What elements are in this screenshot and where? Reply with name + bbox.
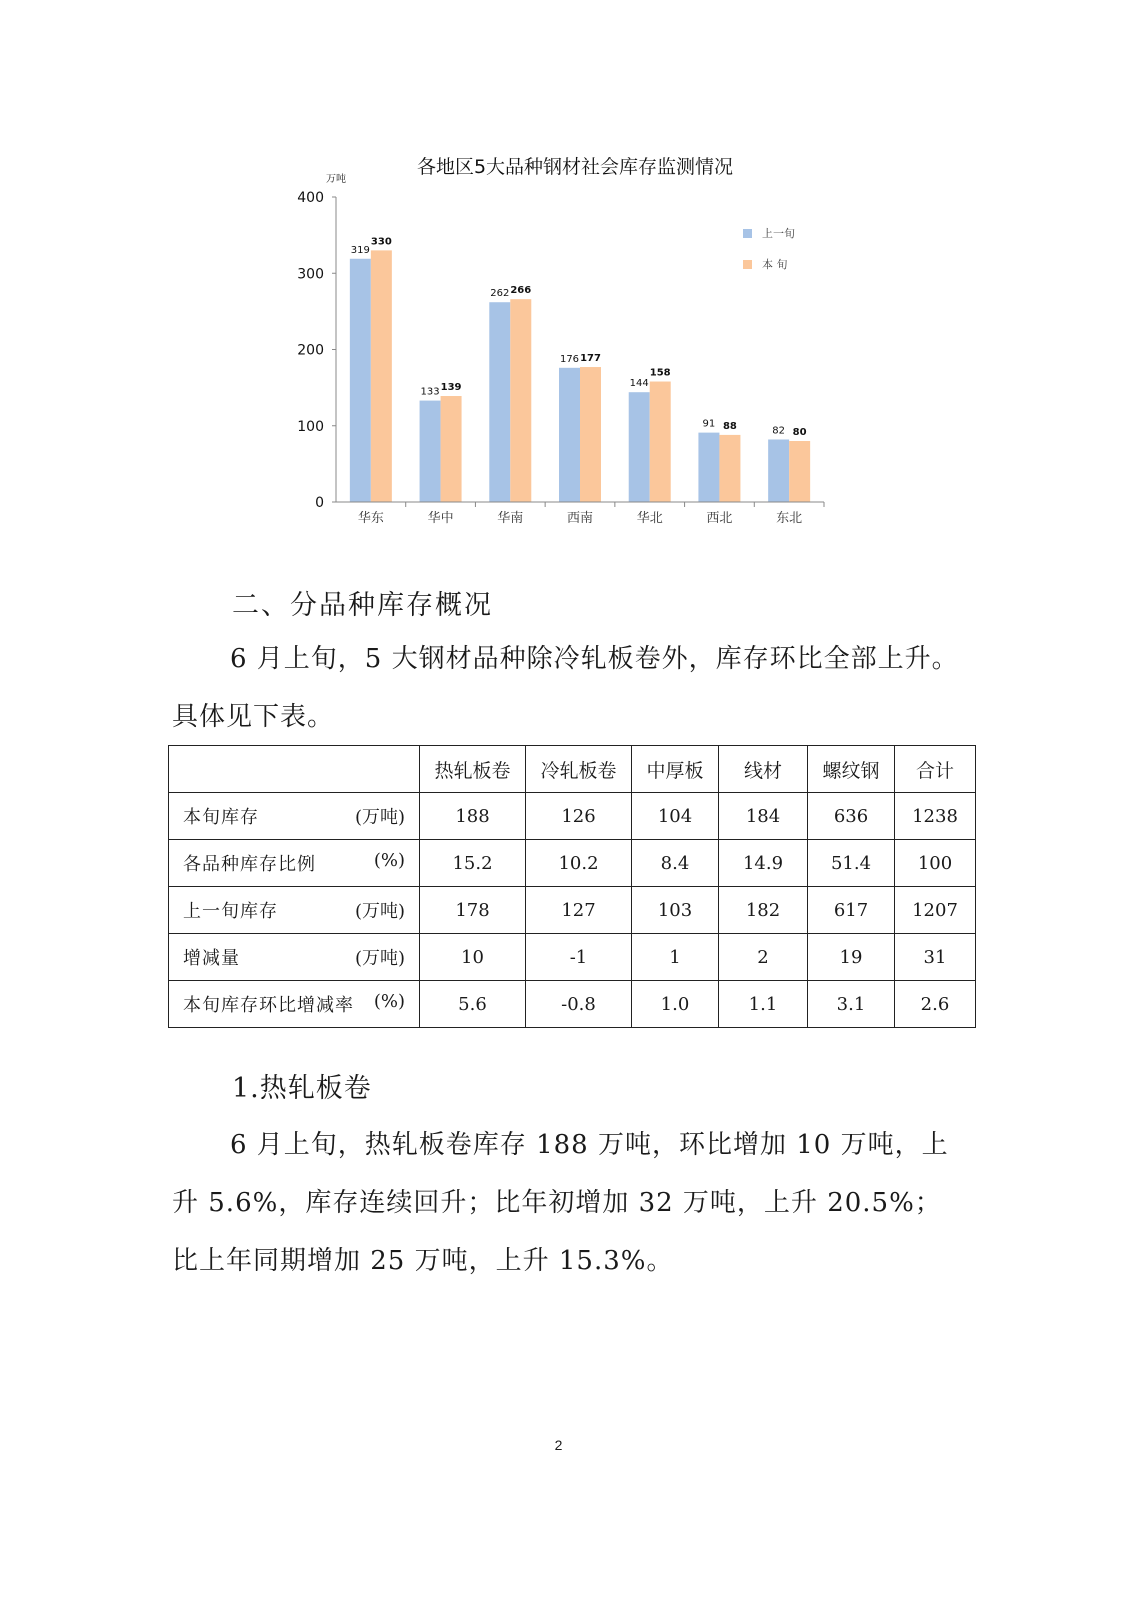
y-axis-unit: 万吨 [326, 174, 346, 185]
table-cell: 1 [632, 934, 719, 981]
x-tick-label: 华东 [357, 511, 384, 526]
table-cell: 100 [895, 840, 976, 887]
bar-current [510, 299, 531, 502]
table-cell: 188 [420, 793, 526, 840]
variety-inventory-table [168, 745, 976, 1028]
regional-inventory-chart [297, 140, 840, 540]
column-header: 热轧板卷 [420, 746, 526, 793]
x-tick-label: 华中 [427, 511, 454, 526]
legend-label: 上一旬 [762, 227, 795, 240]
y-tick-label: 400 [297, 190, 324, 206]
row-label-name: 上一旬库存 [183, 901, 278, 922]
legend-label: 本 旬 [762, 258, 788, 271]
section-title: 二、分品种库存概况 [232, 590, 493, 621]
table-cell: 636 [808, 793, 895, 840]
data-label: 158 [649, 367, 671, 379]
bar-previous [629, 392, 650, 502]
bar-previous [489, 302, 510, 502]
data-label: 319 [350, 244, 370, 256]
subsection-text: 6 月上旬，热轧板卷库存 188 万吨，环比增加 10 万吨，上升 5.6%，库存连续回升；比年初增加 32 万吨，上升 20.5%；比上年同期增加 25 万吨，上升 15.3%。 [172, 1130, 949, 1276]
table-row [169, 840, 976, 887]
data-label: 144 [629, 378, 649, 390]
table-cell: 1.1 [719, 981, 808, 1028]
page-number: 2 [554, 1437, 563, 1453]
table-cell: 1238 [895, 793, 976, 840]
table-cell: 1.0 [632, 981, 719, 1028]
table-cell: 104 [632, 793, 719, 840]
data-label: 88 [722, 420, 737, 432]
bar-current [719, 435, 740, 502]
table-cell: 184 [719, 793, 808, 840]
y-tick-label: 100 [297, 418, 324, 435]
data-label: 177 [580, 353, 601, 365]
subsection-title: 1.热轧板卷 [232, 1073, 372, 1104]
data-label: 80 [792, 427, 807, 438]
column-header: 合计 [895, 746, 976, 793]
section-intro-text: 6 月上旬，5 大钢材品种除冷轧板卷外，库存环比全部上升。具体见下表。 [172, 644, 959, 732]
chart-title: 各地区5大品种钢材社会库存监测情况 [416, 156, 734, 178]
table-cell: 2 [719, 934, 808, 981]
table-cell: 8.4 [632, 840, 719, 887]
bar-previous [698, 433, 719, 502]
table-cell: -0.8 [526, 981, 632, 1028]
data-label: 176 [559, 353, 580, 365]
y-tick-label: 300 [297, 266, 324, 283]
table-cell: 14.9 [719, 840, 808, 887]
legend-swatch [743, 260, 752, 269]
table-header-row [169, 746, 976, 793]
x-tick-label: 西南 [566, 511, 594, 526]
x-tick-label: 东北 [776, 511, 803, 526]
bar-current [441, 396, 462, 502]
row-label [169, 981, 420, 1028]
table-corner-cell [169, 746, 420, 793]
bar-previous [768, 439, 789, 502]
row-label-unit: (%) [373, 850, 405, 871]
data-label: 330 [370, 236, 392, 248]
row-label-unit: (万吨) [354, 901, 405, 922]
column-header: 线材 [719, 746, 808, 793]
table-row [169, 887, 976, 934]
bar-previous [559, 368, 580, 502]
data-label: 91 [702, 418, 716, 430]
table-cell: 617 [808, 887, 895, 934]
table-cell: 5.6 [420, 981, 526, 1028]
table-cell: 10.2 [526, 840, 632, 887]
data-label: 82 [772, 425, 786, 437]
x-tick-label: 华北 [636, 511, 663, 526]
bar-previous [420, 401, 441, 502]
row-label [169, 887, 420, 934]
row-label [169, 840, 420, 887]
table-cell: 10 [420, 934, 526, 981]
row-label-unit: (万吨) [354, 948, 405, 969]
table-row [169, 981, 976, 1028]
table-cell: 182 [719, 887, 808, 934]
table-row [169, 793, 976, 840]
bar-current [650, 382, 671, 502]
row-label-name: 本旬库存环比增减率 [183, 995, 354, 1016]
table-row [169, 934, 976, 981]
x-tick-label: 华南 [497, 511, 524, 526]
table-cell: 3.1 [808, 981, 895, 1028]
table-cell: 31 [895, 934, 976, 981]
section-intro-paragraph [172, 630, 962, 746]
row-label [169, 934, 420, 981]
table-cell: 103 [632, 887, 719, 934]
data-label: 133 [420, 386, 440, 398]
bar-current [580, 367, 601, 502]
legend-swatch [743, 229, 752, 238]
y-tick-label: 200 [297, 342, 324, 359]
table-cell: 15.2 [420, 840, 526, 887]
row-label [169, 793, 420, 840]
data-label: 266 [510, 285, 532, 297]
table-cell: 126 [526, 793, 632, 840]
bar-current [371, 250, 392, 502]
table-cell: 51.4 [808, 840, 895, 887]
row-label-name: 各品种库存比例 [183, 854, 316, 875]
y-tick-label: 0 [315, 495, 324, 511]
data-label: 139 [440, 382, 462, 394]
column-header: 冷轧板卷 [526, 746, 632, 793]
table-cell: 2.6 [895, 981, 976, 1028]
bar-current [789, 441, 810, 502]
row-label-unit: (%) [373, 991, 405, 1012]
row-label-name: 本旬库存 [183, 807, 259, 828]
table-cell: -1 [526, 934, 632, 981]
subsection-paragraph [172, 1116, 962, 1290]
table-cell: 1207 [895, 887, 976, 934]
column-header: 螺纹钢 [808, 746, 895, 793]
table-cell: 19 [808, 934, 895, 981]
row-label-name: 增减量 [183, 948, 240, 969]
table-cell: 127 [526, 887, 632, 934]
table-cell: 178 [420, 887, 526, 934]
column-header: 中厚板 [632, 746, 719, 793]
x-tick-label: 西北 [706, 511, 733, 526]
row-label-unit: (万吨) [354, 807, 405, 828]
bar-previous [350, 259, 371, 502]
data-label: 262 [490, 288, 510, 300]
